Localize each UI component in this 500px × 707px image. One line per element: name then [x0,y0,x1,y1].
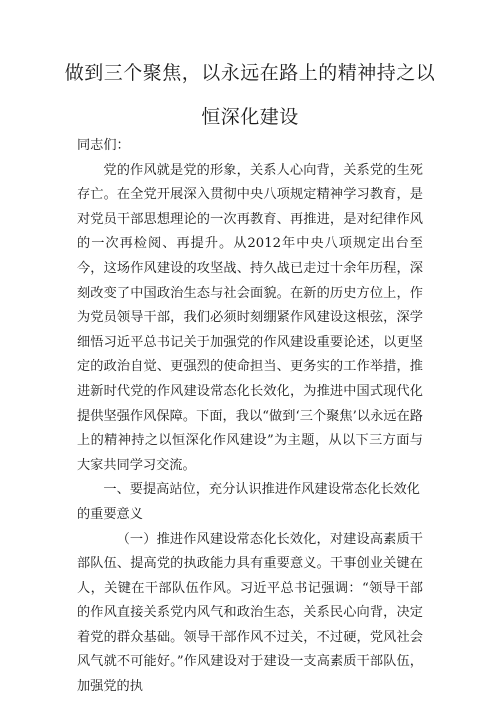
section-1-heading: 一、要提高站位，充分认识推进作风建设常态化长效化的重要意义 [77,482,420,522]
document-title-line-1: 做到三个聚焦，以永远在路上的精神持之以 [64,62,436,84]
subsection-1-paragraph: （一）推进作风建设常态化长效化，对建设高素质干部队伍、提高党的执政能力具有重要意义。干事创业关键在人，关键在干部队伍作风。习近平总书记强调：“领导干部的作风直接关系党内风气和政治生态，关系民心向背，决定着党的群众基础。领导干部作风不过关，不过硬，党风社会风气就不可能好。”作风建设对于建设一支高素质干部队伍，加强党的执 [77,531,423,695]
document-body [77,130,423,700]
document-title-line-2: 恒深化建设 [201,106,299,128]
greeting: 同志们： [77,138,130,153]
intro-paragraph: 党的作风就是党的形象，关系人心向背，关系党的生死存亡。在全党开展深入贯彻中央八项规定精神学习教育，是对党员干部思想理论的一次再教育、再推进，是对纪律作风的一次再检阅、再提升。从2012年中央八项规定出台至今，这场作风建设的攻坚战、持久战已走过十余年历程，深刻改变了中国政治生态与社会面貌。在新的历史方位上，作为党员领导干部，我们必须时刻绷紧作风建设这根弦，深学细悟习近平总书记关于加强党的作风建设重要论述，以更坚定的政治自觉、更强烈的使命担当、更务实的工作举措，推进新时代党的作风建设常态化长效化，为推进中国式现代化提供坚强作风保障。下面，我以“做到‘三个聚焦’以永远在路上的精神持之以恒深化作风建设”为主题，从以下三方面与大家共同学习交流。 [77,162,423,473]
